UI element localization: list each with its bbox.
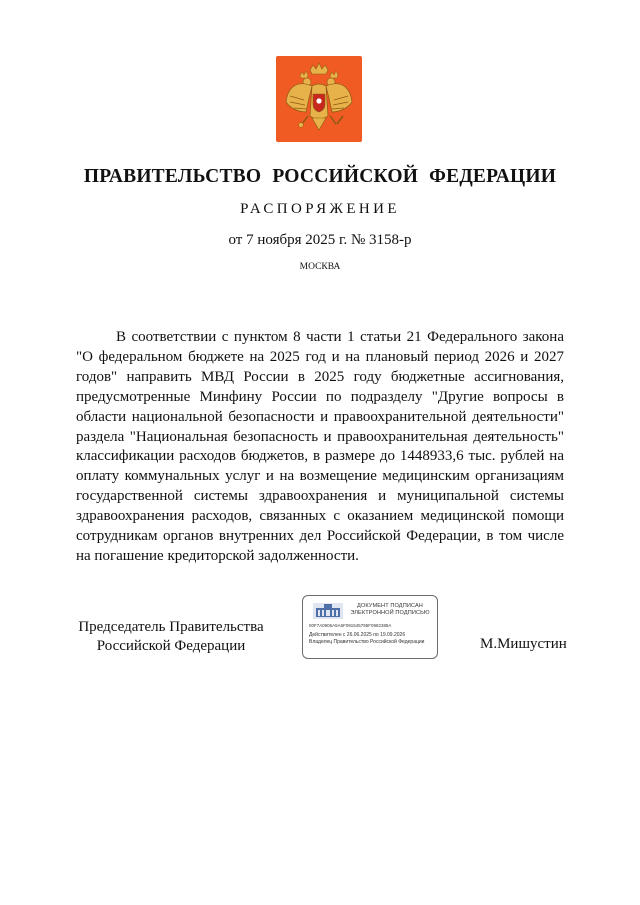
signer-position-line1: Председатель Правительства [78, 619, 264, 635]
stamp-validity: Действителен с 26.06.2025 по 19.09.2026 [309, 632, 406, 638]
body-paragraph: В соответствии с пунктом 8 части 1 статьи 21 Федерального закона "О федеральном бюджете на 2025 год и на плановый период 2026 и 2027 годов" направить МВД России в 2025 году бюджетные ассигнования, предусмотренные Минфину России по подразделу "Другие вопросы в области национальной безопасности и правоохранительной деятельности" раздела "Национальная безопасность и правоохранительная деятельность" классификации расходов бюджетов, в размере до 1448933,6 тыс. рублей на оплату коммунальных услуг и на возмещение медицинским организациям государственной системы здравоохранения и муниципальной системы здравоохранения расходов, связанных с оказанием медицинской помощи сотрудникам органов внутренних дел Российской Федерации, в том числе на погашение кредиторской задолженности. [76, 329, 564, 564]
stamp-serial: 00F7A0906A5A6F091545795F0982385A [309, 623, 392, 628]
government-title: ПРАВИТЕЛЬСТВО РОССИЙСКОЙ ФЕДЕРАЦИИ [83, 166, 557, 187]
government-building-icon [313, 603, 343, 619]
stamp-title [345, 603, 435, 616]
stamp-title-line1: ДОКУМЕНТ ПОДПИСАН [357, 603, 423, 609]
signer-position-line2: Российской Федерации [96, 638, 246, 654]
electronic-signature-stamp [302, 595, 438, 659]
document-date-number: от 7 ноября 2025 г. № 3158-р [228, 232, 412, 248]
stamp-owner: Владелец Правительство Российской Федерации [309, 639, 425, 645]
signer-name: М.Мишустин [480, 636, 567, 652]
document-type: РАСПОРЯЖЕНИЕ [240, 201, 400, 217]
signer-position [76, 618, 266, 656]
document-city: МОСКВА [299, 262, 341, 272]
coat-of-arms-icon [276, 56, 362, 142]
stamp-title-line2: ЭЛЕКТРОННОЙ ПОДПИСЬЮ [350, 609, 430, 616]
